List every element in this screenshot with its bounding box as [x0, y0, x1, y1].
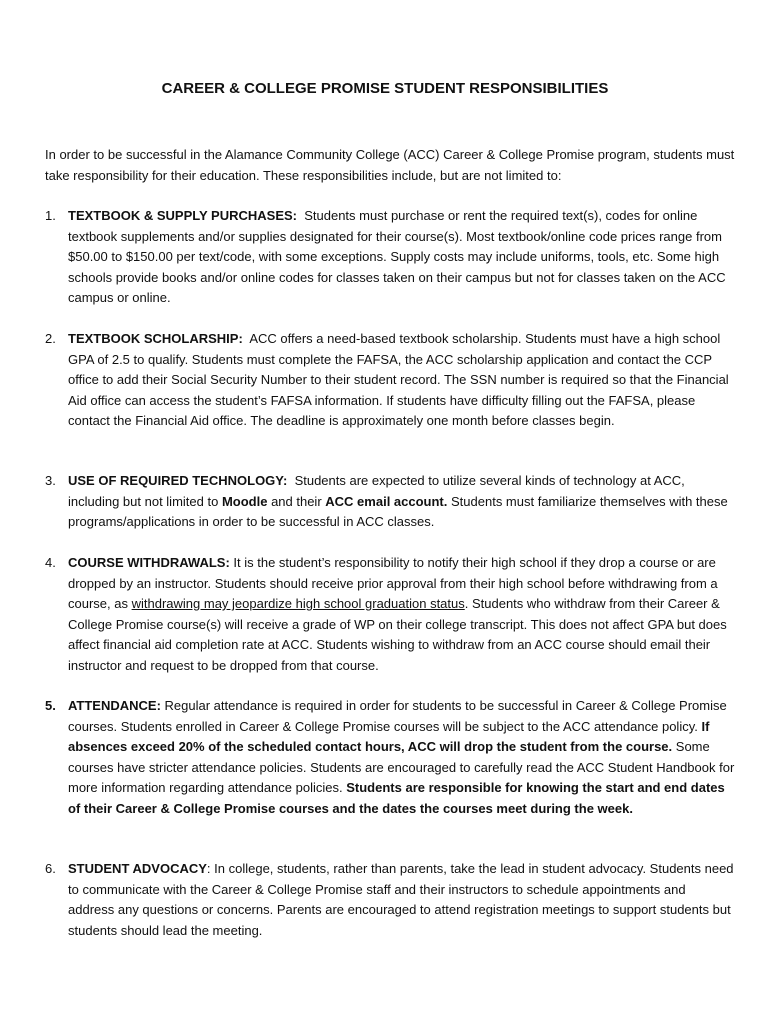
item-number: 3. — [45, 473, 56, 488]
item-heading: TEXTBOOK SCHOLARSHIP: — [68, 331, 243, 346]
item-number: 5. — [45, 698, 56, 713]
item-body — [68, 206, 735, 309]
item-heading: USE OF REQUIRED TECHNOLOGY: — [68, 473, 288, 488]
item-text: Some courses have stricter attendance policies. Students are encouraged to carefully read the ACC Student Handbook for more information regarding attendance policies. — [68, 739, 735, 795]
item-text: . Students who withdraw from their Career & College Promise course(s) will receive a grade of WP on their college transcript. This does not affect GPA but does affect financial aid completion rate at ACC. Students wishing to withdraw from an ACC course should email their instructor and request to be dropped from that course. — [68, 596, 727, 673]
item-text: Students must purchase or rent the required text(s), codes for online textbook supplements and/or supplies designated for their course(s). Most textbook/online code prices range from $50.00 to $150.00 per text/code, with some exceptions. Supply costs may include uniforms, tools, etc. Some high schools provide books and/or online codes for classes taken on their campus but not for classes taken on the ACC campus or online. — [68, 208, 726, 305]
item-body — [68, 329, 735, 432]
item-body — [68, 859, 735, 941]
item-heading: COURSE WITHDRAWALS: — [68, 555, 230, 570]
item-body — [68, 553, 735, 676]
item-text: It is the student’s responsibility to notify their high school if they drop a course or are dropped by an instructor. Students should receive prior approval from their high school before withdrawing from a course, as — [68, 555, 718, 611]
item-body — [68, 696, 735, 819]
item-text: ACC offers a need-based textbook scholarship. Students must have a high school GPA of 2.5 to qualify. Students must complete the FAFSA, the ACC scholarship application and contact the CCP office to add their Social Security Number to their student record. The SSN number is required so that the Financial Aid office can access the student’s FAFSA information. If students have difficulty filling out the FAFSA, please contact the Financial Aid office. The deadline is approximately one month before classes begin. — [68, 331, 729, 428]
intro-paragraph: In order to be successful in the Alamance Community College (ACC) Career & College Promise program, students must take responsibility for their education. These responsibilities include, but are not limited to: — [45, 147, 735, 183]
item-bold-text: Moodle — [221, 493, 268, 509]
item-number: 2. — [45, 331, 56, 346]
item-number: 4. — [45, 555, 56, 570]
list-item — [45, 859, 735, 941]
item-bold-text: ACC email account. — [325, 493, 448, 509]
list-item — [45, 329, 735, 432]
list-item — [45, 206, 735, 309]
item-number: 6. — [45, 861, 56, 876]
item-bold-text: If absences exceed 20% of the scheduled contact hours, ACC will drop the student from the course. — [68, 718, 710, 754]
item-underlined-text: withdrawing may jeopardize high school graduation status — [131, 596, 465, 611]
item-text: : In college, students, rather than parents, take the lead in student advocacy. Students need to communicate with the Career & College Promise staff and their instructors to schedule appointments and address any questions or concerns. Parents are encouraged to attend registration meetings to support students but students should lead the meeting. — [68, 861, 734, 938]
item-body — [68, 471, 735, 533]
item-text: Regular attendance is required in order for students to be successful in Career & College Promise courses. Students enrolled in Career & College Promise courses will be subject to the ACC attendance policy. — [68, 698, 727, 734]
list-item — [45, 696, 735, 819]
item-bold-text: Students are responsible for knowing the start and end dates of their Career & College Promise courses and the dates the courses meet during the week. — [68, 780, 725, 816]
document-title: CAREER & COLLEGE PROMISE STUDENT RESPONSIBILITIES — [161, 80, 609, 97]
item-heading: STUDENT ADVOCACY — [68, 861, 207, 876]
item-text: and their — [271, 493, 322, 509]
item-heading: ATTENDANCE: — [68, 698, 161, 713]
item-text: Students must familiarize themselves with these programs/applications in order to be successful in ACC classes. — [68, 493, 728, 529]
list-item — [45, 471, 735, 533]
item-number: 1. — [45, 208, 56, 223]
list-item — [45, 553, 735, 676]
item-text: Students are expected to utilize several kinds of technology at ACC, including but not limited to — [68, 473, 685, 509]
item-heading: TEXTBOOK & SUPPLY PURCHASES: — [68, 208, 297, 223]
